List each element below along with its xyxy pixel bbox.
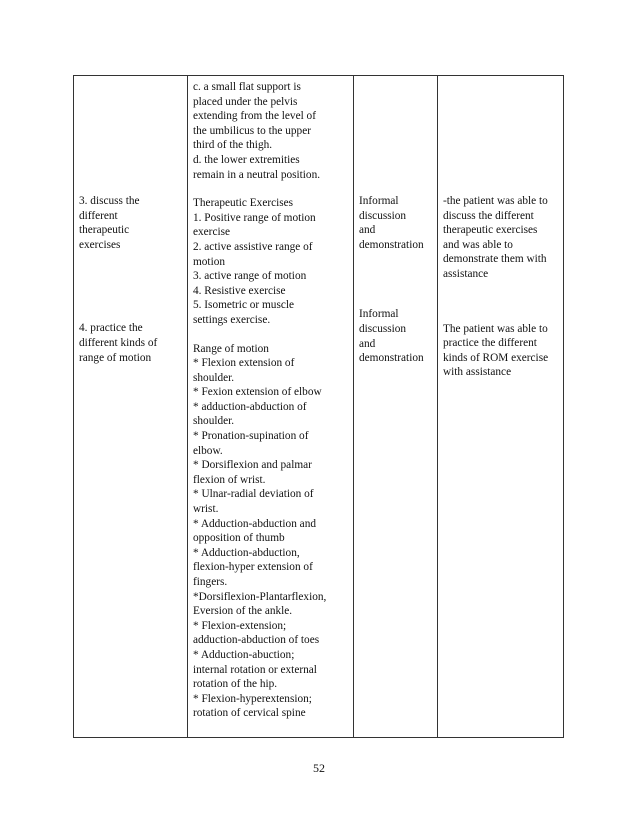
range-of-motion-text: Range of motion * Flexion extension of shoulder. * Fexion extension of elbow * adduction-abduction of shoulder. * Pronation-supination of elbow. * Dorsiflexion and palmar flexion of wrist. * Ulnar-radial deviation of wrist. * Adduction-abduction and opposition of thumb * Adduction-abduction, flexion-hyper extension of fingers. *Dorsiflexion-Plantarflexion, Eversion of the ankle. * Flexion-extension; adduction-abduction of toes * Adduction-abuction; internal rotation or external rotation of the hip. * Flexion-hyperextension; rotation of cervical spine bbox=[193, 342, 327, 720]
objective-text-4: 4. practice the different kinds of range of motion bbox=[79, 322, 158, 364]
page-number: 52 bbox=[313, 761, 325, 775]
evaluation-text-4: The patient was able to practice the different kinds of ROM exercise with assistance bbox=[443, 322, 549, 379]
evaluation-cell bbox=[438, 76, 564, 738]
objective-cell bbox=[74, 76, 188, 738]
therapeutic-exercises-text: Therapeutic Exercises 1. Positive range of motion exercise 2. active assistive range of motion 3. active range of motion 4. Resistive exercise 5. Isometric or muscle settings exercise. bbox=[193, 197, 316, 326]
method-text-3: Informal discussion and demonstration bbox=[359, 195, 424, 251]
teaching-plan-table bbox=[73, 75, 564, 738]
method-text-4: Informal discussion and demonstration bbox=[359, 308, 424, 365]
content-cell bbox=[188, 76, 354, 738]
method-cell bbox=[354, 76, 438, 738]
evaluation-text-3: -the patient was able to discuss the different therapeutic exercises and was able to demonstrate them with assistance bbox=[443, 195, 548, 280]
table-row bbox=[74, 76, 564, 738]
objective-text-3: 3. discuss the different therapeutic exercises bbox=[79, 195, 140, 251]
procedure-continuation-text: c. a small flat support is placed under the pelvis extending from the level of the umbilicus to the upper third of the thigh. d. the lower extremities remain in a neutral position. bbox=[193, 81, 321, 181]
